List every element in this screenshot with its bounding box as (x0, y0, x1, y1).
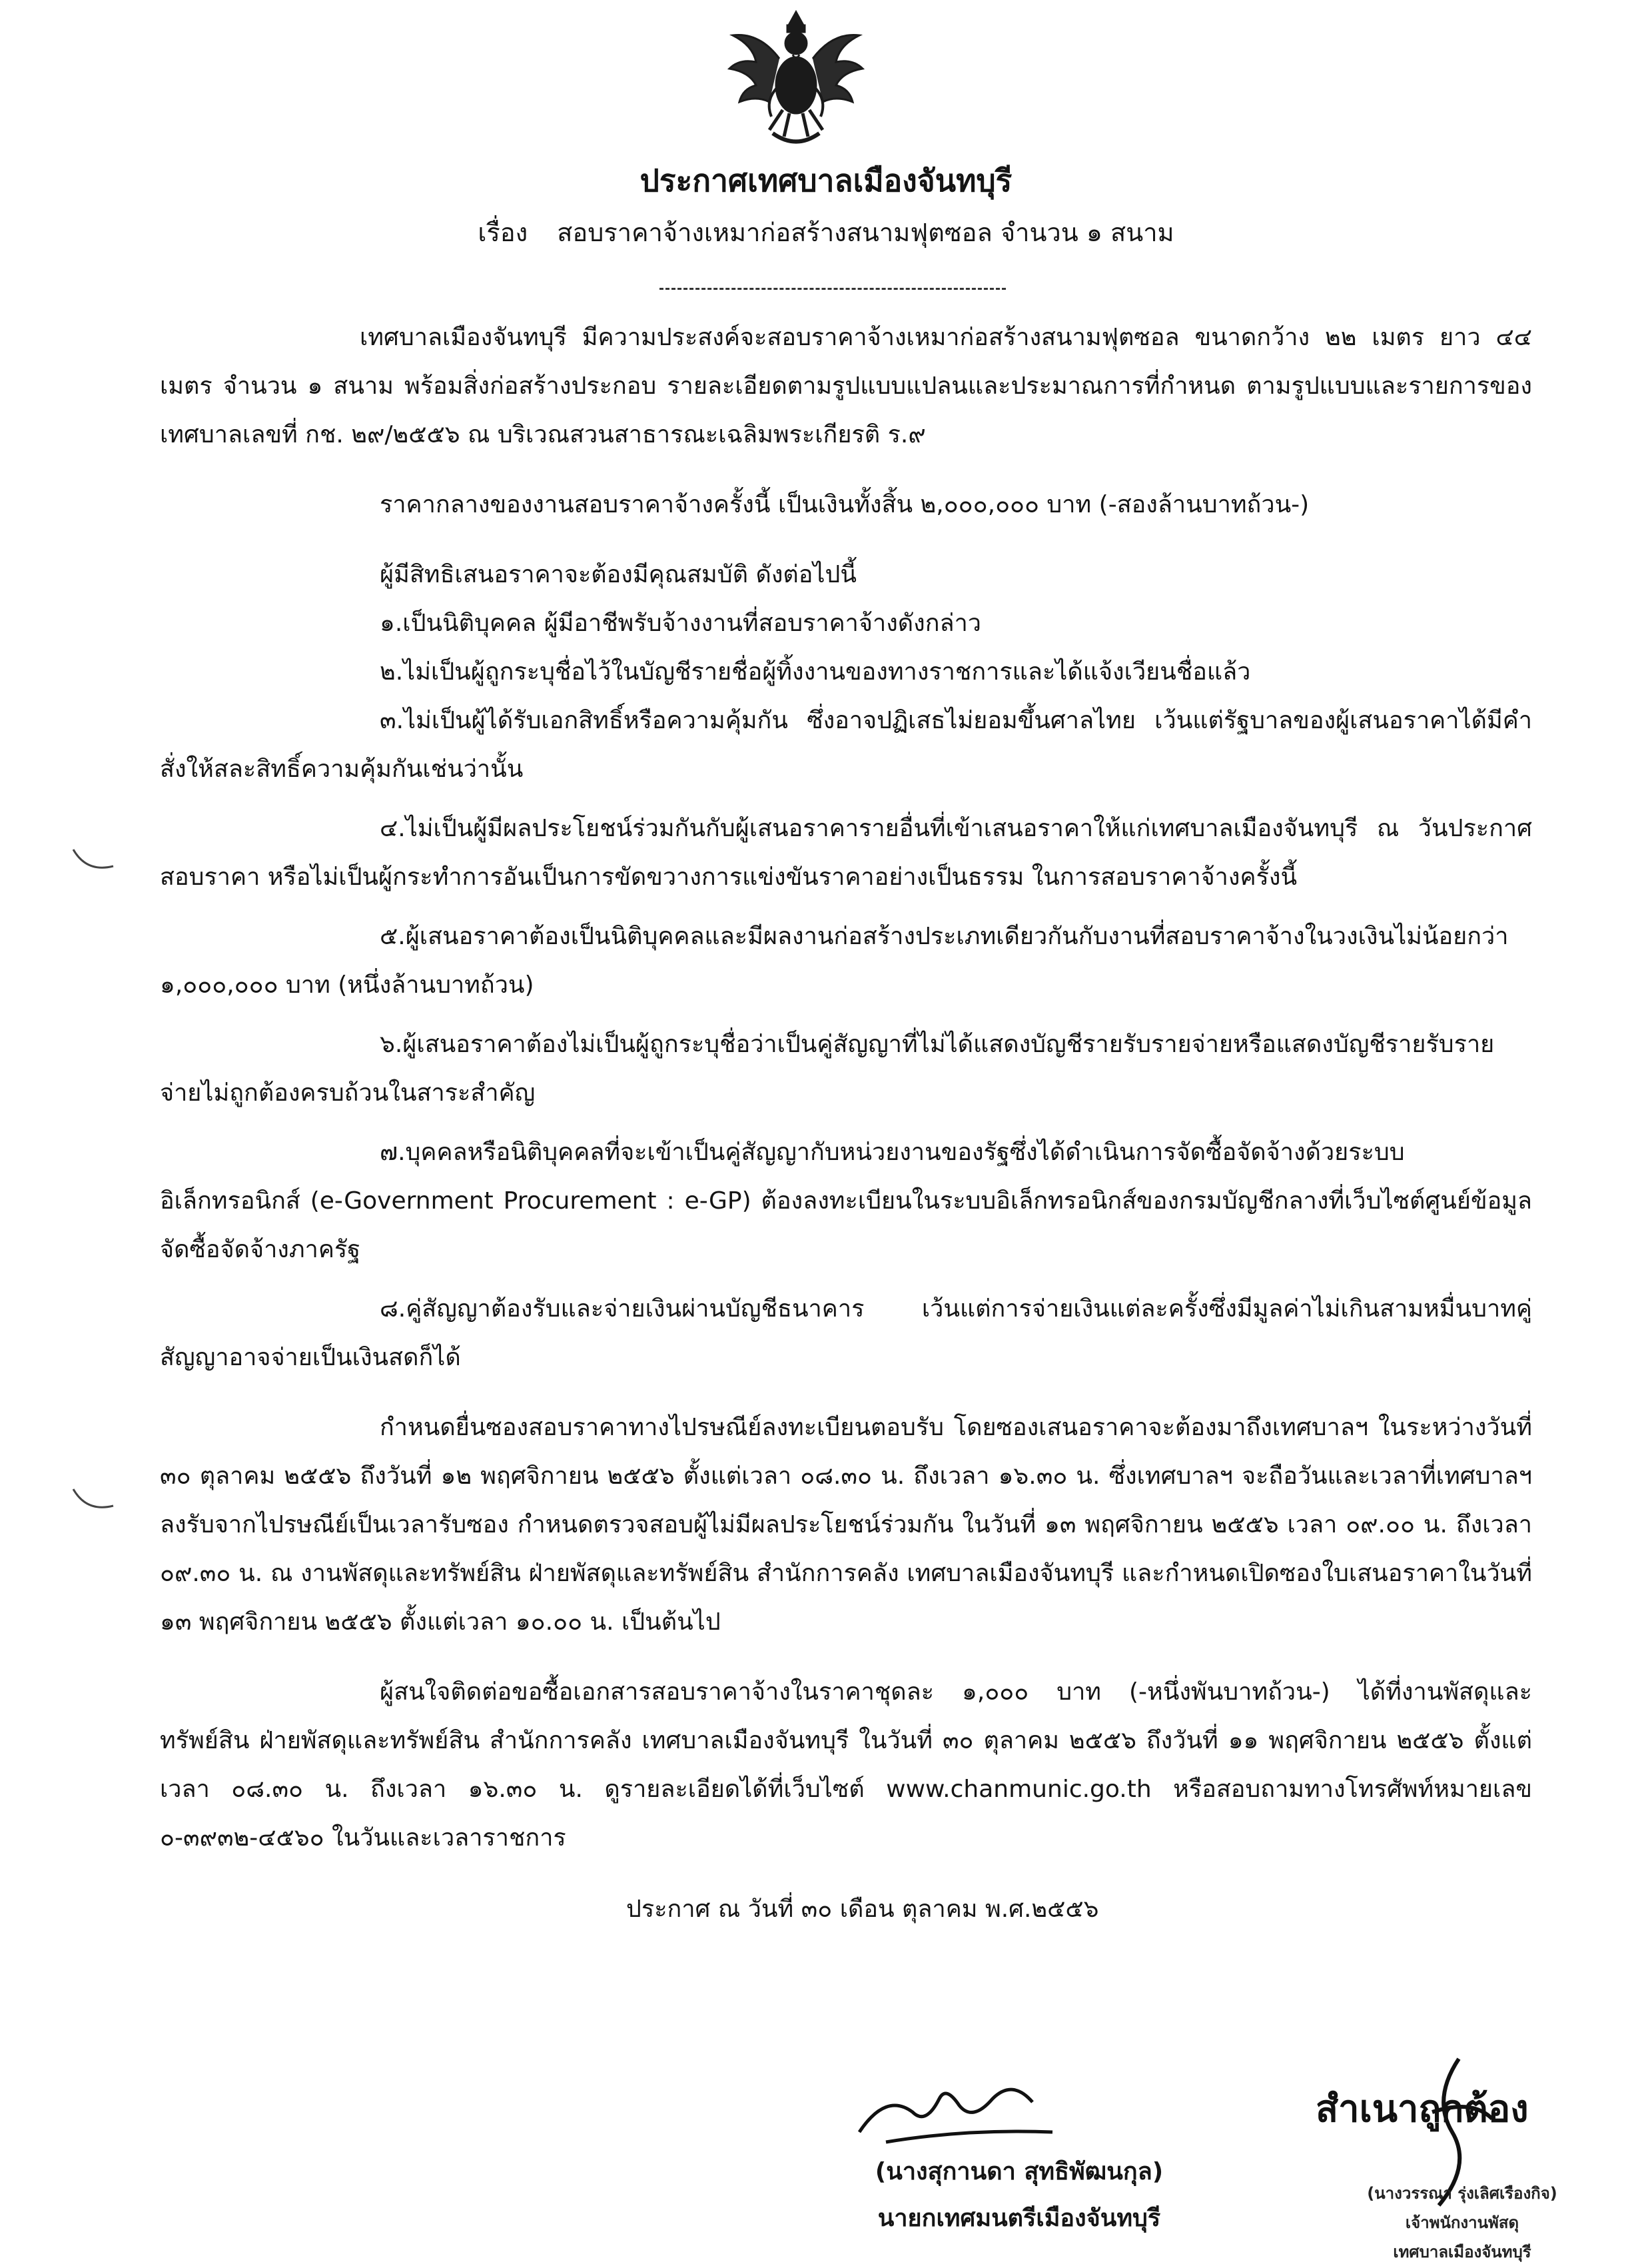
signer-name: (นางสุกานดา สุทธิพัฒนกุล) (875, 2158, 1164, 2185)
median-price-paragraph: ราคากลางของงานสอบราคาจ้างครั้งนี้ เป็นเงินทั้งสิ้น ๒,๐๐๐,๐๐๐ บาท (-สองล้านบาทถ้วน-) (380, 491, 1310, 518)
subject-text: สอบราคาจ้างเหมาก่อสร้างสนามฟุตซอล จำนวน ๑ สนาม (557, 218, 1174, 247)
subject-line (0, 212, 1652, 253)
certifier-office: เทศบาลเมืองจันทบุรี (1393, 2243, 1531, 2261)
certified-copy-stamp: สำเนาถูกต้อง (1316, 2087, 1529, 2131)
subject-label: เรื่อง (478, 218, 528, 247)
document-title: ประกาศเทศบาลเมืองจันทบุรี (639, 163, 1013, 199)
announcement-date: ประกาศ ณ วันที่ ๓๐ เดือน ตุลาคม พ.ศ.๒๕๕๖ (626, 1896, 1099, 1923)
qualification-item: ๒.ไม่เป็นผู้ถูกระบุชื่อไว้ในบัญชีรายชื่อผู้ทิ้งงานของทางราชการและได้แจ้งเวียนชื่อแล้ว (380, 658, 1251, 686)
documents-paragraph: ผู้สนใจติดต่อขอซื้อเอกสารสอบราคาจ้างในราคาชุดละ ๑,๐๐๐ บาท (-หนึ่งพันบาทถ้วน-) ได้ที่งานพัสดุและทรัพย์สิน ฝ่ายพัสดุและทรัพย์สิน สำนักการคลัง เทศบาลเมืองจันทบุรี ในวันที่ ๓๐ ตุลาคม ๒๕๕๖ ถึงวันที่ ๑๑ พฤศจิกายน ๒๕๕๖ ตั้งแต่เวลา ๐๘.๓๐ น. ถึงเวลา ๑๖.๓๐ น. ดูรายละเอียดได้ที่เว็บไซต์ www.chanmunic.go.th หรือสอบถามทางโทรศัพท์หมายเลข ๐-๓๙๓๒-๔๕๖๐ ในวันและเวลาราชการ (160, 1678, 1532, 1852)
certifier-position: เจ้าพนักงานพัสดุ (1405, 2213, 1519, 2232)
intro-paragraph: เทศบาลเมืองจันทบุรี มีความประสงค์จะสอบราคาจ้างเหมาก่อสร้างสนามฟุตซอล ขนาดกว้าง ๒๒ เมตร ยาว ๔๔ เมตร จำนวน ๑ สนาม พร้อมสิ่งก่อสร้างประกอบ รายละเอียดตามรูปแบบแปลนและประมาณการที่กำหนด ตามรูปแบบและรายการของเทศบาลเลขที่ กช. ๒๙/๒๕๕๖ ณ บริเวณสวนสาธารณะเฉลิมพระเกียรติ ร.๙ (160, 324, 1532, 448)
qualification-item: ๔.ไม่เป็นผู้มีผลประโยชน์ร่วมกันกับผู้เสนอราคารายอื่นที่เข้าเสนอราคาให้แก่เทศบาลเมืองจันทบุรี ณ วันประกาศสอบราคา หรือไม่เป็นผู้กระทำการอันเป็นการขัดขวางการแข่งขันราคาอย่างเป็นธรรม ในการสอบราคาจ้างครั้งนี้ (160, 815, 1532, 891)
qualification-item: ๗.บุคคลหรือนิติบุคคลที่จะเข้าเป็นคู่สัญญากับหน่วยงานของรัฐซึ่งได้ดำเนินการจัดซื้อจัดจ้างด้วยระบบอิเล็กทรอนิกส์ (e-Government Procurement : e-GP) ต้องลงทะเบียนในระบบอิเล็กทรอนิกส์ของกรมบัญชีกลางที่เว็บไซต์ศูนย์ข้อมูลจัดซื้อจัดจ้างภาครัฐ (160, 1139, 1532, 1263)
qualification-item: ๕.ผู้เสนอราคาต้องเป็นนิติบุคคลและมีผลงานก่อสร้างประเภทเดียวกันกับงานที่สอบราคาจ้างในวงเงินไม่น้อยกว่า ๑,๐๐๐,๐๐๐ บาท (หนึ่งล้านบาทถ้วน) (160, 923, 1509, 999)
scan-mark (67, 846, 120, 873)
signer-position: นายกเทศมนตรีเมืองจันทบุรี (877, 2205, 1161, 2232)
schedule-paragraph: กำหนดยื่นซองสอบราคาทางไปรษณีย์ลงทะเบียนตอบรับ โดยซองเสนอราคาจะต้องมาถึงเทศบาลฯ ในระหว่างวันที่ ๓๐ ตุลาคม ๒๕๕๖ ถึงวันที่ ๑๒ พฤศจิกายน ๒๕๕๖ ตั้งแต่เวลา ๐๘.๓๐ น. ถึงเวลา ๑๖.๓๐ น. ซึ่งเทศบาลฯ จะถือวันและเวลาที่เทศบาลฯ ลงรับจากไปรษณีย์เป็นเวลารับซอง กำหนดตรวจสอบผู้ไม่มีผลประโยชน์ร่วมกัน ในวันที่ ๑๓ พฤศจิกายน ๒๕๕๖ เวลา ๐๙.๐๐ น. ถึงเวลา ๐๙.๓๐ น. ณ งานพัสดุและทรัพย์สิน ฝ่ายพัสดุและทรัพย์สิน สำนักการคลัง เทศบาลเมืองจันทบุรี และกำหนดเปิดซองใบเสนอราคาในวันที่ ๑๓ พฤศจิกายน ๒๕๕๖ ตั้งแต่เวลา ๑๐.๐๐ น. เป็นต้นไป (160, 1414, 1532, 1636)
signature-mark (846, 2079, 1066, 2152)
qualification-item: ๘.คู่สัญญาต้องรับและจ่ายเงินผ่านบัญชีธนาคาร เว้นแต่การจ่ายเงินแต่ละครั้งซึ่งมีมูลค่าไม่เกินสามหมื่นบาทคู่สัญญาอาจจ่ายเป็นเงินสดก็ได้ (160, 1295, 1532, 1371)
qualifications-heading: ผู้มีสิทธิเสนอราคาจะต้องมีคุณสมบัติ ดังต่อไปนี้ (380, 561, 857, 588)
scan-mark (67, 1486, 120, 1512)
signer-block (719, 2149, 1319, 2242)
certifier-block (1289, 2179, 1635, 2267)
qualification-item: ๑.เป็นนิติบุคคล ผู้มีอาชีพรับจ้างงานที่สอบราคาจ้างดังกล่าว (380, 610, 982, 637)
title-divider (659, 288, 1006, 290)
garuda-emblem-icon (726, 7, 866, 150)
document-body (160, 313, 1532, 1934)
certifier-name: (นางวรรณา รุ่งเลิศเรืองกิจ) (1367, 2184, 1557, 2203)
qualification-item: ๖.ผู้เสนอราคาต้องไม่เป็นผู้ถูกระบุชื่อว่าเป็นคู่สัญญาที่ไม่ได้แสดงบัญชีรายรับรายจ่ายหรือแสดงบัญชีรายรับรายจ่ายไม่ถูกต้องครบถ้วนในสาระสำคัญ (160, 1031, 1495, 1107)
qualification-item: ๓.ไม่เป็นผู้ได้รับเอกสิทธิ์หรือความคุ้มกัน ซึ่งอาจปฏิเสธไม่ยอมขึ้นศาลไทย เว้นแต่รัฐบาลของผู้เสนอราคาได้มีคำสั่งให้สละสิทธิ์ความคุ้มกันเช่นว่านั้น (160, 707, 1532, 783)
